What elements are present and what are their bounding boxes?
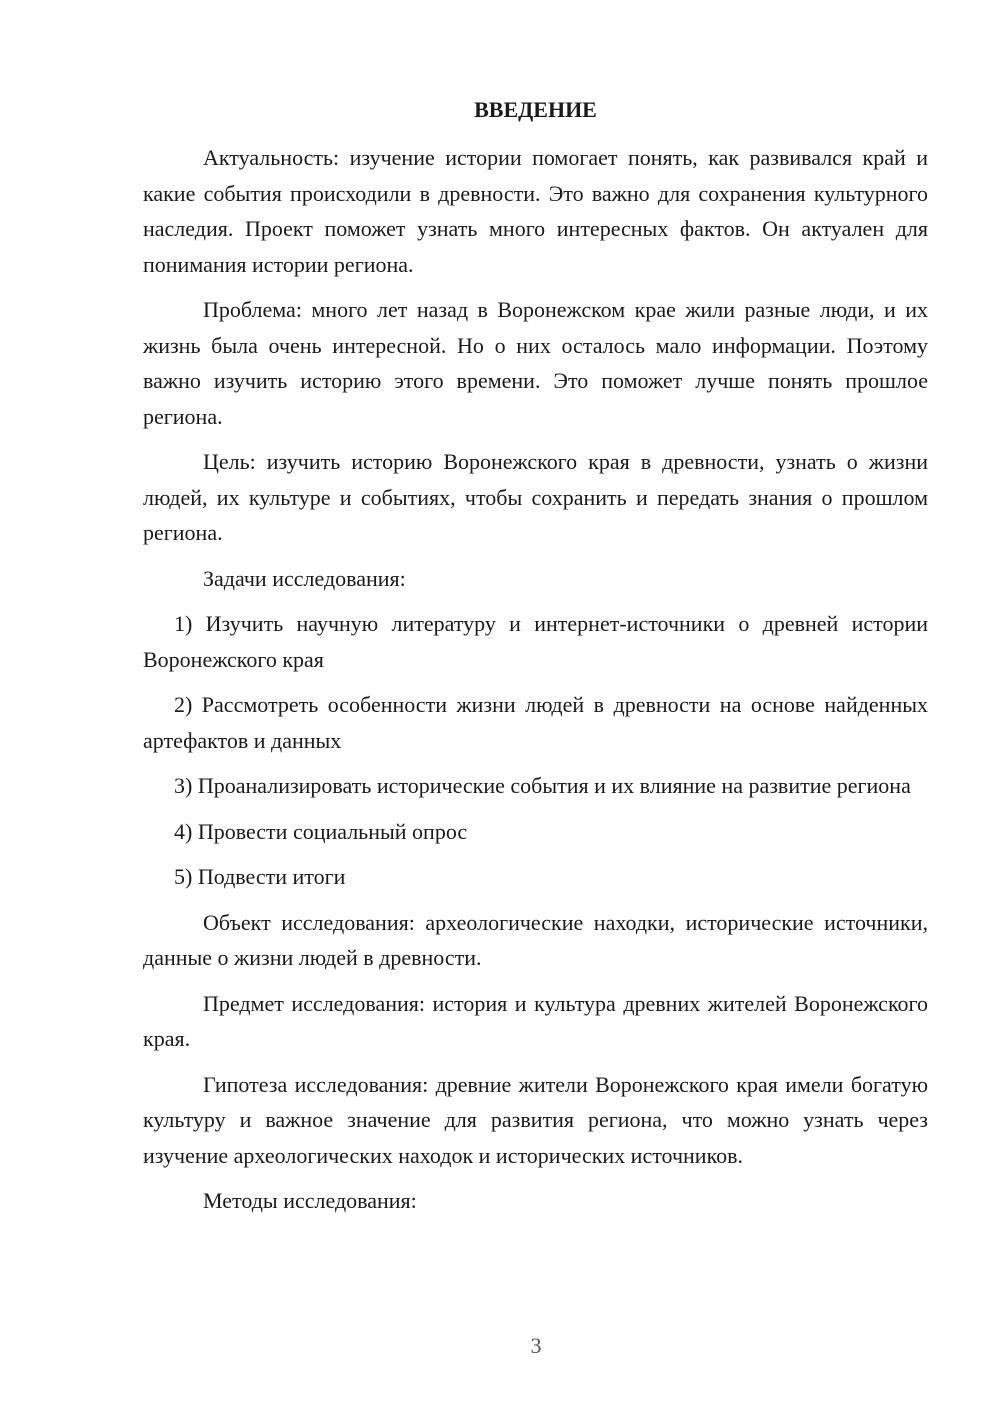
task-item: 2) Рассмотреть особенности жизни людей в древности на основе найденных артефактов и данных <box>143 692 928 753</box>
page-number: 3 <box>530 1333 542 1358</box>
problem-paragraph: Проблема: много лет назад в Воронежском крае жили разные люди, и их жизнь была очень интересной. Но о них осталось мало информации. Поэтому важно изучить историю этого времени. Это поможет лучше понять прошлое региона. <box>143 297 928 429</box>
tasks-title: Задачи исследования: <box>203 565 406 591</box>
goal-paragraph: Цель: изучить историю Воронежского края в древности, узнать о жизни людей, их культуре и событиях, чтобы сохранить и передать знания о прошлом региона. <box>143 449 928 545</box>
document-page <box>143 90 928 1229</box>
section-heading: ВВЕДЕНИЕ <box>474 97 597 122</box>
subject-paragraph: Предмет исследования: история и культура древних жителей Воронежского края. <box>143 990 928 1051</box>
methods-title: Методы исследования: <box>203 1188 417 1213</box>
task-item: 5) Подвести итоги <box>174 864 346 889</box>
hypothesis-paragraph: Гипотеза исследования: древние жители Воронежского края имели богатую культуру и важное значение для развития региона, что можно узнать через изучение археологических находок и исторических источников. <box>143 1071 928 1168</box>
relevance-paragraph: Актуальность: изучение истории помогает понять, как развивался край и какие события происходили в древности. Это важно для сохранения культурного наследия. Проект поможет узнать много интересных фактов. Он актуален для понимания истории региона. <box>143 145 928 277</box>
task-item: 4) Провести социальный опрос <box>174 818 468 844</box>
object-paragraph: Объект исследования: археологические находки, исторические источники, данные о жизни людей в древности. <box>143 909 928 970</box>
task-item: 1) Изучить научную литературу и интернет-источники о древней истории Воронежского края <box>143 611 928 672</box>
task-item: 3) Проанализировать исторические события и их влияние на развитие региона <box>174 773 911 798</box>
